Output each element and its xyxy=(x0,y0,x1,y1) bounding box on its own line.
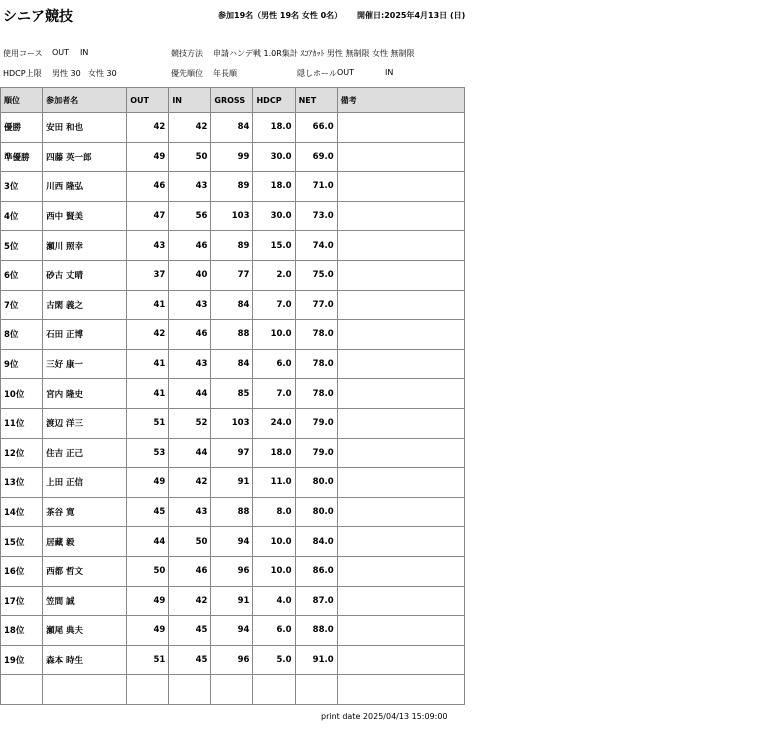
gross-cell: 91 xyxy=(211,468,253,498)
hdcp-cell: 7.0 xyxy=(253,379,295,409)
net-cell: 71.0 xyxy=(295,172,337,202)
rank-cell: 7位 xyxy=(1,290,43,320)
out-cell: 49 xyxy=(127,142,169,172)
note-cell xyxy=(337,260,464,290)
net-cell: 79.0 xyxy=(295,408,337,438)
rank-cell: 11位 xyxy=(1,408,43,438)
header-rank: 順位 xyxy=(1,88,43,113)
table-row xyxy=(1,675,465,705)
rank-cell: 9位 xyxy=(1,349,43,379)
hdcp-cell: 30.0 xyxy=(253,201,295,231)
note-cell xyxy=(337,320,464,350)
hdcp-cell: 8.0 xyxy=(253,497,295,527)
hdcp-cell: 10.0 xyxy=(253,527,295,557)
name-cell: 居藏 毅 xyxy=(43,527,127,557)
net-cell: 69.0 xyxy=(295,142,337,172)
name-cell: 古閑 義之 xyxy=(43,290,127,320)
out-cell xyxy=(127,675,169,705)
header-in: IN xyxy=(169,88,211,113)
net-cell: 87.0 xyxy=(295,586,337,616)
table-row xyxy=(1,290,465,320)
out-cell: 41 xyxy=(127,349,169,379)
name-cell: 住吉 正己 xyxy=(43,438,127,468)
header-row xyxy=(1,88,465,113)
method-label: 競技方法 xyxy=(171,49,203,58)
priority-value: 年長順 xyxy=(213,69,237,78)
in-cell xyxy=(169,675,211,705)
out-cell: 43 xyxy=(127,231,169,261)
event-date: 開催日:2025年4月13日 (日) xyxy=(357,11,466,20)
gross-cell: 97 xyxy=(211,438,253,468)
table-row xyxy=(1,527,465,557)
table-row xyxy=(1,142,465,172)
table-row xyxy=(1,468,465,498)
gross-cell: 84 xyxy=(211,113,253,143)
note-cell xyxy=(337,201,464,231)
in-cell: 44 xyxy=(169,438,211,468)
out-cell: 42 xyxy=(127,113,169,143)
header-gross: GROSS xyxy=(211,88,253,113)
hdcp-cell: 11.0 xyxy=(253,468,295,498)
table-row xyxy=(1,497,465,527)
rank-cell: 準優勝 xyxy=(1,142,43,172)
name-cell: 瀬尾 典夫 xyxy=(43,616,127,646)
out-cell: 46 xyxy=(127,172,169,202)
hdcp-cell: 4.0 xyxy=(253,586,295,616)
rank-cell: 19位 xyxy=(1,645,43,675)
net-cell: 78.0 xyxy=(295,320,337,350)
out-cell: 51 xyxy=(127,408,169,438)
print-date: print date 2025/04/13 15:09:00 xyxy=(321,712,448,721)
net-cell xyxy=(295,675,337,705)
table-row xyxy=(1,231,465,261)
net-cell: 78.0 xyxy=(295,379,337,409)
in-cell: 46 xyxy=(169,231,211,261)
gross-cell: 99 xyxy=(211,142,253,172)
net-cell: 77.0 xyxy=(295,290,337,320)
gross-cell: 85 xyxy=(211,379,253,409)
name-cell: 渡辺 洋三 xyxy=(43,408,127,438)
name-cell: 安田 和也 xyxy=(43,113,127,143)
hdcp-cell: 5.0 xyxy=(253,645,295,675)
in-cell: 50 xyxy=(169,142,211,172)
name-cell: 森本 時生 xyxy=(43,645,127,675)
net-cell: 79.0 xyxy=(295,438,337,468)
out-cell: 45 xyxy=(127,497,169,527)
in-cell: 43 xyxy=(169,172,211,202)
note-cell xyxy=(337,231,464,261)
in-cell: 40 xyxy=(169,260,211,290)
out-cell: 49 xyxy=(127,586,169,616)
gross-cell: 89 xyxy=(211,172,253,202)
name-cell: 西中 賢美 xyxy=(43,201,127,231)
rank-cell: 6位 xyxy=(1,260,43,290)
course-out: OUT xyxy=(52,48,70,57)
table-row xyxy=(1,556,465,586)
name-cell: 西都 哲文 xyxy=(43,556,127,586)
header-net: NET xyxy=(295,88,337,113)
gross-cell: 84 xyxy=(211,349,253,379)
rank-cell: 15位 xyxy=(1,527,43,557)
table-row xyxy=(1,379,465,409)
rank-cell: 18位 xyxy=(1,616,43,646)
rank-cell: 14位 xyxy=(1,497,43,527)
course-label: 使用コース xyxy=(3,49,43,58)
out-cell: 41 xyxy=(127,290,169,320)
results-table xyxy=(0,87,465,705)
note-cell xyxy=(337,645,464,675)
out-cell: 42 xyxy=(127,320,169,350)
table-row xyxy=(1,586,465,616)
out-cell: 37 xyxy=(127,260,169,290)
hdcp-cell: 18.0 xyxy=(253,438,295,468)
hidden-hole-in: IN xyxy=(385,68,394,77)
table-row xyxy=(1,201,465,231)
note-cell xyxy=(337,675,464,705)
note-cell xyxy=(337,408,464,438)
rank-cell: 10位 xyxy=(1,379,43,409)
note-cell xyxy=(337,556,464,586)
note-cell xyxy=(337,616,464,646)
course-in: IN xyxy=(80,48,89,57)
name-cell: 川西 隆弘 xyxy=(43,172,127,202)
net-cell: 75.0 xyxy=(295,260,337,290)
hdcp-female: 女性 30 xyxy=(88,69,117,78)
hdcp-cell: 6.0 xyxy=(253,616,295,646)
gross-cell: 103 xyxy=(211,408,253,438)
hdcp-cell: 15.0 xyxy=(253,231,295,261)
header-note: 備考 xyxy=(337,88,464,113)
in-cell: 42 xyxy=(169,468,211,498)
rank-cell xyxy=(1,675,43,705)
hdcp-cell: 18.0 xyxy=(253,113,295,143)
rank-cell: 17位 xyxy=(1,586,43,616)
name-cell xyxy=(43,675,127,705)
gross-cell: 84 xyxy=(211,290,253,320)
in-cell: 46 xyxy=(169,556,211,586)
note-cell xyxy=(337,468,464,498)
net-cell: 66.0 xyxy=(295,113,337,143)
note-cell xyxy=(337,142,464,172)
rank-cell: 4位 xyxy=(1,201,43,231)
header-name: 参加者名 xyxy=(43,88,127,113)
hidden-hole-out: OUT xyxy=(337,68,355,77)
name-cell: 四藤 英一郎 xyxy=(43,142,127,172)
gross-cell: 96 xyxy=(211,556,253,586)
gross-cell: 88 xyxy=(211,320,253,350)
hdcp-cell: 24.0 xyxy=(253,408,295,438)
rank-cell: 13位 xyxy=(1,468,43,498)
in-cell: 44 xyxy=(169,379,211,409)
table-row xyxy=(1,260,465,290)
gross-cell: 77 xyxy=(211,260,253,290)
note-cell xyxy=(337,290,464,320)
table-row xyxy=(1,408,465,438)
table-row xyxy=(1,113,465,143)
name-cell: 笠間 誠 xyxy=(43,586,127,616)
out-cell: 50 xyxy=(127,556,169,586)
in-cell: 56 xyxy=(169,201,211,231)
rank-cell: 5位 xyxy=(1,231,43,261)
gross-cell: 89 xyxy=(211,231,253,261)
in-cell: 42 xyxy=(169,113,211,143)
in-cell: 50 xyxy=(169,527,211,557)
rank-cell: 優勝 xyxy=(1,113,43,143)
in-cell: 43 xyxy=(169,290,211,320)
name-cell: 瀬川 照幸 xyxy=(43,231,127,261)
table-row xyxy=(1,172,465,202)
net-cell: 84.0 xyxy=(295,527,337,557)
table-row xyxy=(1,438,465,468)
in-cell: 52 xyxy=(169,408,211,438)
name-cell: 砂古 丈晴 xyxy=(43,260,127,290)
net-cell: 80.0 xyxy=(295,497,337,527)
rank-cell: 8位 xyxy=(1,320,43,350)
out-cell: 47 xyxy=(127,201,169,231)
hdcp-cell: 10.0 xyxy=(253,320,295,350)
name-cell: 上田 正信 xyxy=(43,468,127,498)
note-cell xyxy=(337,379,464,409)
hidden-hole-label: 隠しホール xyxy=(297,69,337,78)
gross-cell: 96 xyxy=(211,645,253,675)
gross-cell: 91 xyxy=(211,586,253,616)
note-cell xyxy=(337,113,464,143)
out-cell: 49 xyxy=(127,616,169,646)
name-cell: 三好 康一 xyxy=(43,349,127,379)
in-cell: 43 xyxy=(169,497,211,527)
in-cell: 45 xyxy=(169,616,211,646)
note-cell xyxy=(337,438,464,468)
out-cell: 53 xyxy=(127,438,169,468)
hdcp-male: 男性 30 xyxy=(52,69,81,78)
table-row xyxy=(1,645,465,675)
name-cell: 石田 正博 xyxy=(43,320,127,350)
out-cell: 49 xyxy=(127,468,169,498)
gross-cell: 94 xyxy=(211,616,253,646)
hdcp-cell: 2.0 xyxy=(253,260,295,290)
hdcp-cell: 18.0 xyxy=(253,172,295,202)
hdcp-cell xyxy=(253,675,295,705)
hdcp-cell: 10.0 xyxy=(253,556,295,586)
note-cell xyxy=(337,172,464,202)
net-cell: 91.0 xyxy=(295,645,337,675)
page-title: シニア競技 xyxy=(3,9,73,25)
name-cell: 宮内 隆史 xyxy=(43,379,127,409)
header-out: OUT xyxy=(127,88,169,113)
rank-cell: 3位 xyxy=(1,172,43,202)
out-cell: 44 xyxy=(127,527,169,557)
priority-label: 優先順位 xyxy=(171,69,203,78)
header-hdcp: HDCP xyxy=(253,88,295,113)
results-body xyxy=(1,113,465,705)
table-row xyxy=(1,349,465,379)
net-cell: 73.0 xyxy=(295,201,337,231)
table-row xyxy=(1,320,465,350)
gross-cell: 88 xyxy=(211,497,253,527)
note-cell xyxy=(337,349,464,379)
out-cell: 51 xyxy=(127,645,169,675)
gross-cell: 94 xyxy=(211,527,253,557)
net-cell: 80.0 xyxy=(295,468,337,498)
out-cell: 41 xyxy=(127,379,169,409)
in-cell: 42 xyxy=(169,586,211,616)
table-row xyxy=(1,616,465,646)
hdcp-cell: 30.0 xyxy=(253,142,295,172)
rank-cell: 12位 xyxy=(1,438,43,468)
note-cell xyxy=(337,586,464,616)
hdcp-cell: 7.0 xyxy=(253,290,295,320)
method-value: 申請ハンデ戦 1.0R集計 ｽｺｱｶｯﾄ 男性 無制限 女性 無制限 xyxy=(213,49,415,58)
in-cell: 46 xyxy=(169,320,211,350)
net-cell: 88.0 xyxy=(295,616,337,646)
net-cell: 86.0 xyxy=(295,556,337,586)
gross-cell xyxy=(211,675,253,705)
hdcp-label: HDCP上限 xyxy=(3,69,42,78)
note-cell xyxy=(337,527,464,557)
in-cell: 43 xyxy=(169,349,211,379)
participant-count: 参加19名（男性 19名 女性 0名） xyxy=(218,11,343,20)
net-cell: 78.0 xyxy=(295,349,337,379)
net-cell: 74.0 xyxy=(295,231,337,261)
name-cell: 茶谷 寛 xyxy=(43,497,127,527)
in-cell: 45 xyxy=(169,645,211,675)
note-cell xyxy=(337,497,464,527)
hdcp-cell: 6.0 xyxy=(253,349,295,379)
gross-cell: 103 xyxy=(211,201,253,231)
rank-cell: 16位 xyxy=(1,556,43,586)
